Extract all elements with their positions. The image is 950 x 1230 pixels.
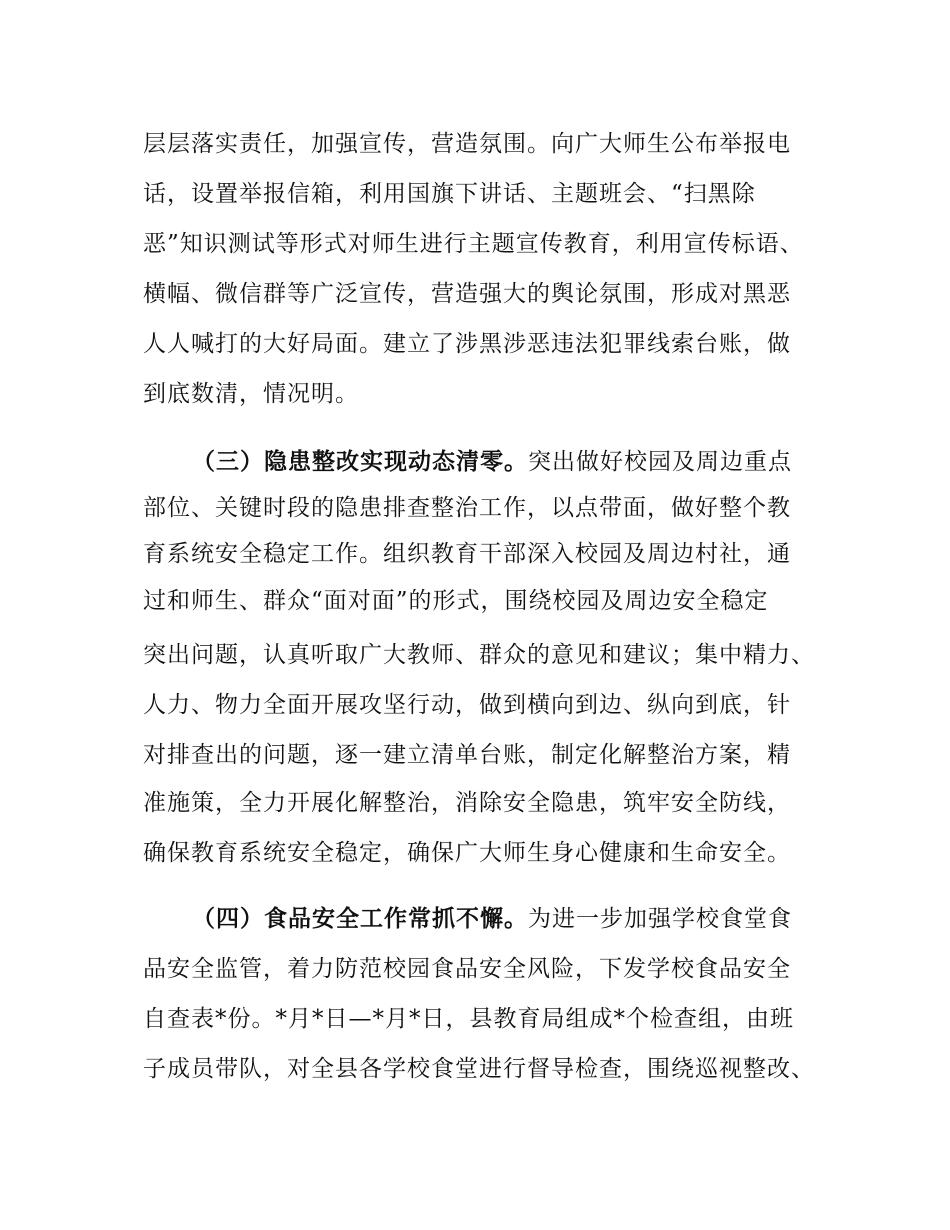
section-heading-3: （三）隐患整改实现动态清零。 xyxy=(192,449,528,475)
paragraph-1-line-3: 恶”知识测试等形式对师生进行主题宣传教育，利用宣传标语、 xyxy=(143,231,804,257)
paragraph-2-line-8: 准施策，全力开展化解整治，消除安全隐患，筑牢安全防线， xyxy=(143,790,791,816)
paragraph-1-line-6: 到底数清，情况明。 xyxy=(143,381,359,407)
paragraph-2-line-9: 确保教育系统安全稳定，确保广大师生身心健康和生命安全。 xyxy=(143,840,791,866)
paragraph-1-line-2: 话，设置举报信箱，利用国旗下讲话、主题班会、“扫黑除 xyxy=(143,181,756,207)
paragraph-3-line-1-text: 为进一步加强学校食堂食 xyxy=(528,906,792,932)
paragraph-3-line-3: 自查表*份。*月*日—*月*日，县教育局组成*个检查组，由班 xyxy=(143,1006,794,1032)
paragraph-2-line-2: 部位、关键时段的隐患排查整治工作，以点带面，做好整个教 xyxy=(143,495,791,521)
paragraph-2-line-1 xyxy=(192,446,792,478)
paragraph-1-line-4: 横幅、微信群等广泛宣传，营造强大的舆论氛围，形成对黑恶 xyxy=(143,281,791,307)
paragraph-3-line-1 xyxy=(192,903,792,935)
paragraph-2-line-4: 过和师生、群众“面对面”的形式，围绕校园及周边安全稳定 xyxy=(143,588,769,614)
paragraph-3-line-2: 品安全监管，着力防范校园食品安全风险，下发学校食品安全 xyxy=(143,956,791,982)
paragraph-2-line-5: 突出问题，认真听取广大教师、群众的意见和建议；集中精力、 xyxy=(143,642,815,668)
paragraph-2-line-1-text: 突出做好校园及周边重点 xyxy=(528,449,792,475)
paragraph-1-line-1: 层层落实责任，加强宣传，营造氛围。向广大师生公布举报电 xyxy=(143,131,791,157)
paragraph-2-line-7: 对排查出的问题，逐一建立清单台账，制定化解整治方案，精 xyxy=(143,742,791,768)
paragraph-2-line-3: 育系统安全稳定工作。组织教育干部深入校园及周边村社，通 xyxy=(143,541,791,567)
paragraph-3-line-4: 子成员带队，对全县各学校食堂进行督导检查，围绕巡视整改、 xyxy=(143,1056,815,1082)
section-heading-4: （四）食品安全工作常抓不懈。 xyxy=(192,906,528,932)
paragraph-2-line-6: 人力、物力全面开展攻坚行动，做到横向到边、纵向到底，针 xyxy=(143,692,791,718)
paragraph-1-line-5: 人人喊打的大好局面。建立了涉黑涉恶违法犯罪线索台账，做 xyxy=(143,331,791,357)
